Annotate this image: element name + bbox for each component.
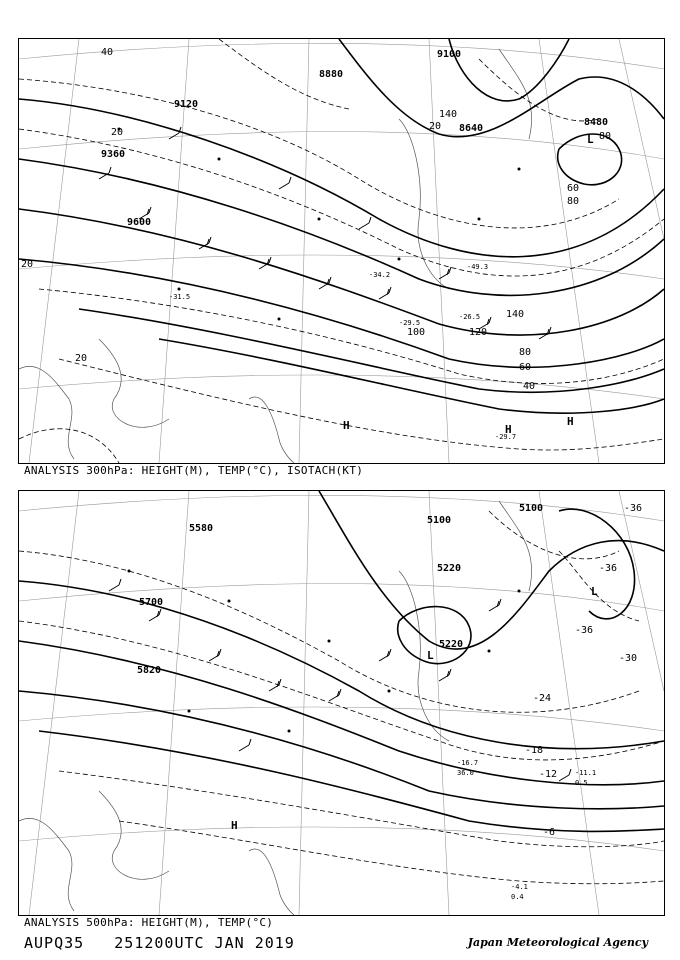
valid-time: 251200UTC JAN 2019 xyxy=(114,934,295,952)
isotach-label: 80 xyxy=(519,347,532,358)
high-pressure-label: H xyxy=(567,415,574,428)
isotach-label: 80 xyxy=(599,131,612,142)
station-dots xyxy=(128,570,521,733)
isotherm-label: -24 xyxy=(533,693,552,704)
height-label: 9100 xyxy=(437,49,462,60)
low-pressure-label: L xyxy=(587,133,594,146)
low-pressure-label: L xyxy=(591,585,598,598)
map-300hpa-canvas xyxy=(19,39,664,463)
height-label: 9600 xyxy=(127,217,152,228)
isotach-label: 100 xyxy=(407,327,426,338)
isotach-label: 20 xyxy=(75,353,88,364)
height-label: 8480 xyxy=(584,117,609,128)
isotherm-label: -6 xyxy=(543,827,556,838)
height-label: 5820 xyxy=(137,665,162,676)
pressure-centers xyxy=(343,133,594,436)
isotach-label: 20 xyxy=(429,121,442,132)
temp-label: 36.0 xyxy=(457,769,474,777)
graticule xyxy=(19,39,664,463)
height-label: 8640 xyxy=(459,123,484,134)
temp-label: -11.1 xyxy=(575,769,597,777)
temp-label: 0.5 xyxy=(575,779,588,787)
map-500hpa-canvas xyxy=(19,491,664,915)
temp-label: -26.5 xyxy=(459,313,481,321)
temp-label: -16.7 xyxy=(457,759,479,767)
agency-name: Japan Meteorological Agency xyxy=(467,936,648,949)
isotach-label: 40 xyxy=(101,47,114,58)
height-label: 5220 xyxy=(437,563,462,574)
isotherm-label: -36 xyxy=(624,503,643,514)
temp-label: 0.4 xyxy=(511,893,524,901)
height-label: 5100 xyxy=(427,515,452,526)
isotach-label: 60 xyxy=(567,183,580,194)
temp-label: -4.1 xyxy=(511,883,528,891)
isotherm-lines xyxy=(19,511,664,884)
isotach-label: 60 xyxy=(519,362,532,373)
height-label: 5100 xyxy=(519,503,544,514)
isotherm-label: -30 xyxy=(619,653,638,664)
height-labels xyxy=(137,503,543,676)
isotherm-label: -18 xyxy=(525,745,544,756)
temp-label: -29.7 xyxy=(495,433,517,441)
isotherm-isotach-lines xyxy=(19,39,664,463)
height-label: 9360 xyxy=(101,149,126,160)
height-label: 5700 xyxy=(139,597,164,608)
low-pressure-label: L xyxy=(427,649,434,662)
chart-id-and-time xyxy=(24,934,295,952)
height-label: 8880 xyxy=(319,69,344,80)
height-contours xyxy=(19,39,664,413)
chart-code: AUPQ35 xyxy=(24,934,85,952)
map-300hpa xyxy=(18,38,665,464)
wind-barbs xyxy=(99,127,551,339)
isotach-label: 20 xyxy=(111,127,124,138)
isotach-label: 40 xyxy=(523,381,536,392)
height-contours xyxy=(19,491,664,831)
height-label: 5580 xyxy=(189,523,214,534)
isotach-label: 20 xyxy=(21,259,34,270)
isotherm-label: -12 xyxy=(539,769,558,780)
isotherm-label: -36 xyxy=(599,563,618,574)
high-pressure-label: H xyxy=(231,819,238,832)
station-dots xyxy=(118,128,521,321)
high-pressure-label: H xyxy=(343,419,350,432)
temp-label: -29.5 xyxy=(399,319,421,327)
temp-label: -49.3 xyxy=(467,263,489,271)
caption-300hpa: ANALYSIS 300hPa: HEIGHT(M), TEMP(°C), ISOTACH(KT) xyxy=(24,464,364,477)
isotach-label: 120 xyxy=(469,327,488,338)
caption-500hpa: ANALYSIS 500hPa: HEIGHT(M), TEMP(°C) xyxy=(24,916,274,929)
high-pressure-label: H xyxy=(505,423,512,436)
height-label: 5220 xyxy=(439,639,464,650)
isotach-label: 140 xyxy=(439,109,458,120)
isotherm-labels xyxy=(525,503,642,838)
height-label: 9120 xyxy=(174,99,199,110)
isotherm-label: -36 xyxy=(575,625,594,636)
temp-label: -34.2 xyxy=(369,271,391,279)
temp-label: -31.5 xyxy=(169,293,191,301)
map-500hpa xyxy=(18,490,665,916)
isotach-label: 140 xyxy=(506,309,525,320)
isotach-labels xyxy=(21,47,611,392)
height-labels xyxy=(101,49,608,228)
isotach-label: 80 xyxy=(567,196,580,207)
